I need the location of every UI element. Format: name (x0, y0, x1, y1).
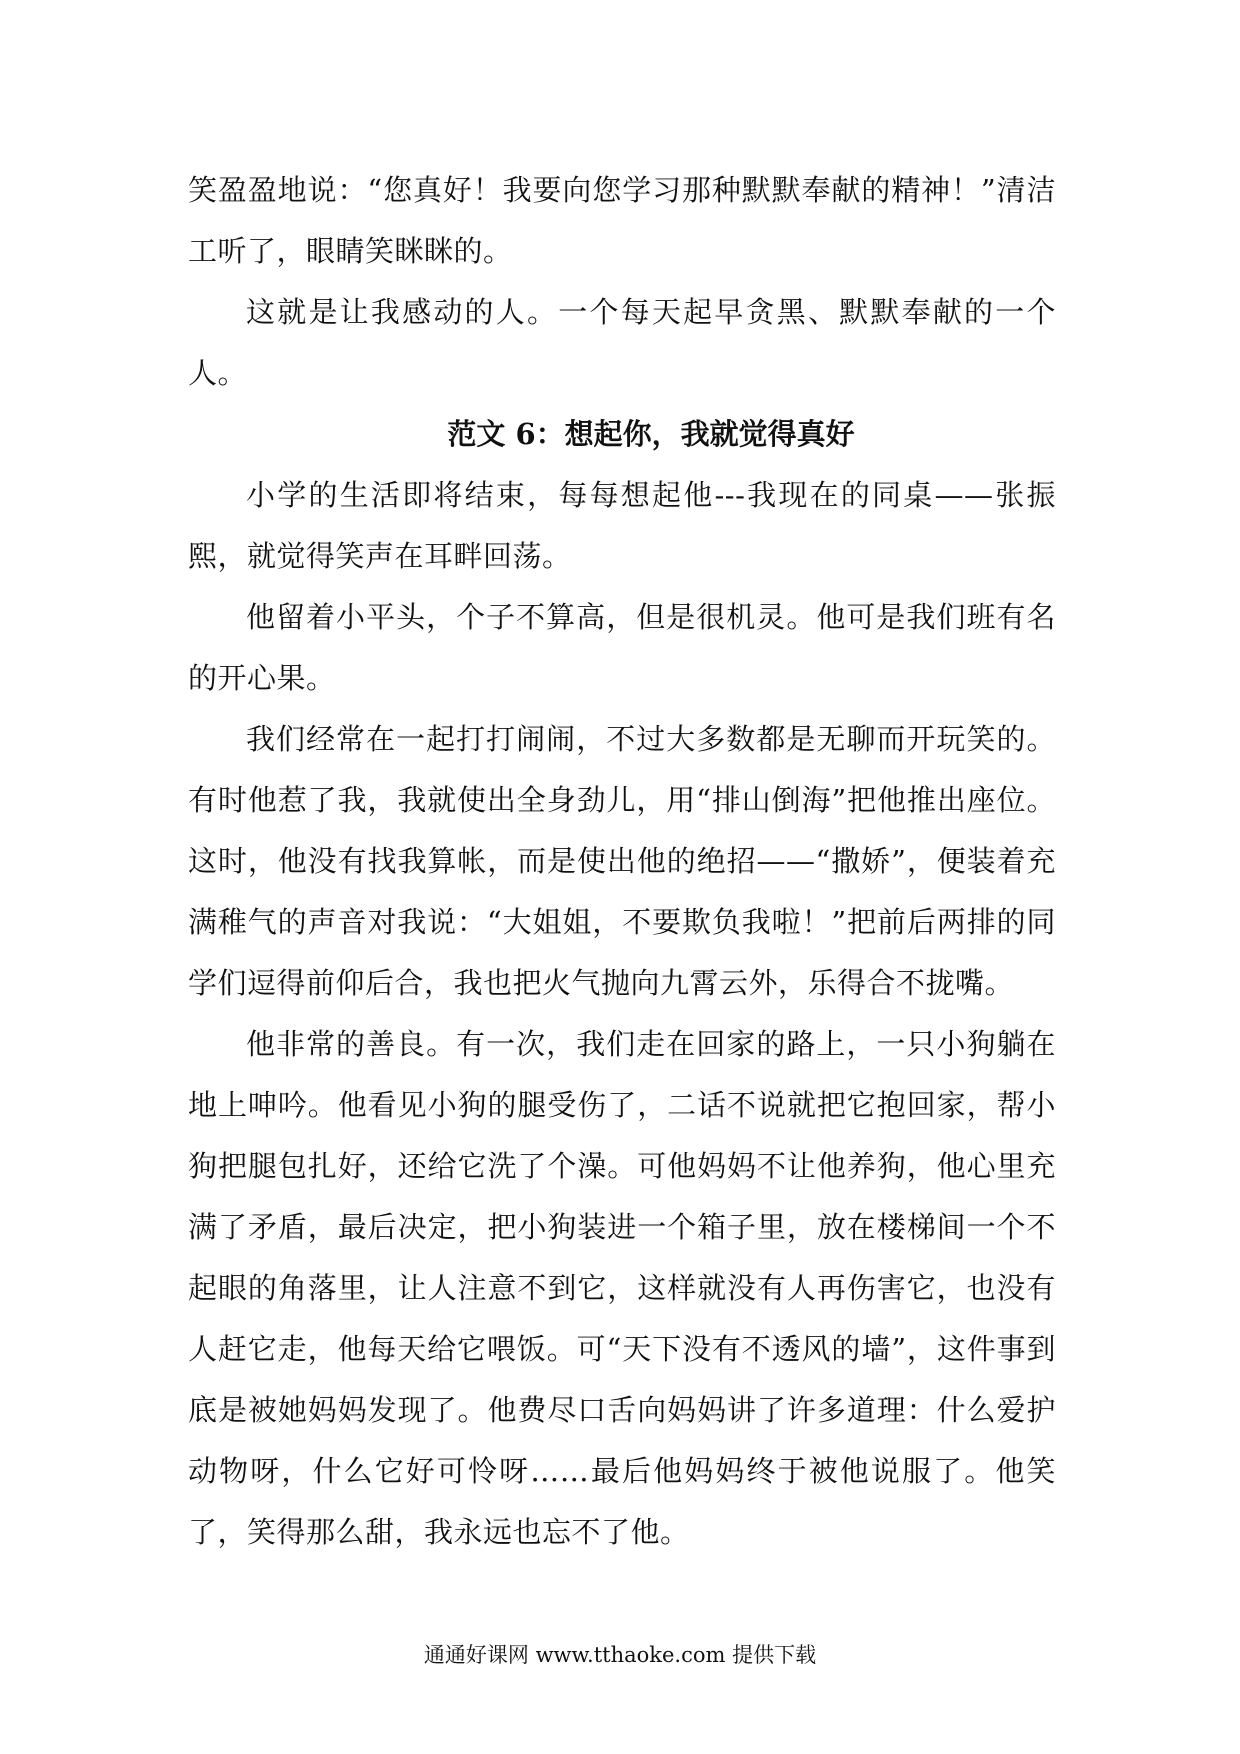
paragraph-playful: 我们经常在一起打打闹闹，不过大多数都是无聊而开玩笑的。有时他惹了我，我就使出全身劲儿，用“排山倒海”把他推出座位。这时，他没有找我算帐，而是使出他的绝招——“撒娇”，便装着充满稚气的声音对我说：“大姐姐，不要欺负我啦！”把前后两排的同学们逗得前仰后合，我也把火气抛向九霄云外，乐得合不拢嘴。 (188, 722, 1056, 1000)
paragraph-intro: 小学的生活即将结束，每每想起他---我现在的同桌——张振熙，就觉得笑声在耳畔回荡。 (188, 478, 1056, 573)
paragraph-continuation: 笑盈盈地说：“您真好！我要向您学习那种默默奉献的精神！”清洁工听了，眼睛笑眯眯的。 (188, 173, 1056, 268)
paragraph-conclusion: 这就是让我感动的人。一个每天起早贪黑、默默奉献的一个人。 (188, 295, 1056, 390)
essay-heading: 范文 6：想起你，我就觉得真好 (447, 417, 855, 451)
paragraph-appearance: 他留着小平头，个子不算高，但是很机灵。他可是我们班有名的开心果。 (188, 600, 1056, 695)
page-footer: 通通好课网 www.tthaoke.com 提供下载 (423, 1643, 817, 1667)
document-body (188, 160, 1056, 1563)
paragraph-kindness: 他非常的善良。有一次，我们走在回家的路上，一只小狗躺在地上呻吟。他看见小狗的腿受伤了，二话不说就把它抱回家，帮小狗把腿包扎好，还给它洗了个澡。可他妈妈不让他养狗，他心里充满了矛盾，最后决定，把小狗装进一个箱子里，放在楼梯间一个不起眼的角落里，让人注意不到它，这样就没有人再伤害它，也没有人赶它走，他每天给它喂饭。可“天下没有不透风的墙”，这件事到底是被她妈妈发现了。他费尽口舌向妈妈讲了许多道理：什么爱护动物呀，什么它好可怜呀……最后他妈妈终于被他说服了。他笑了，笑得那么甜，我永远也忘不了他。 (188, 1027, 1056, 1549)
